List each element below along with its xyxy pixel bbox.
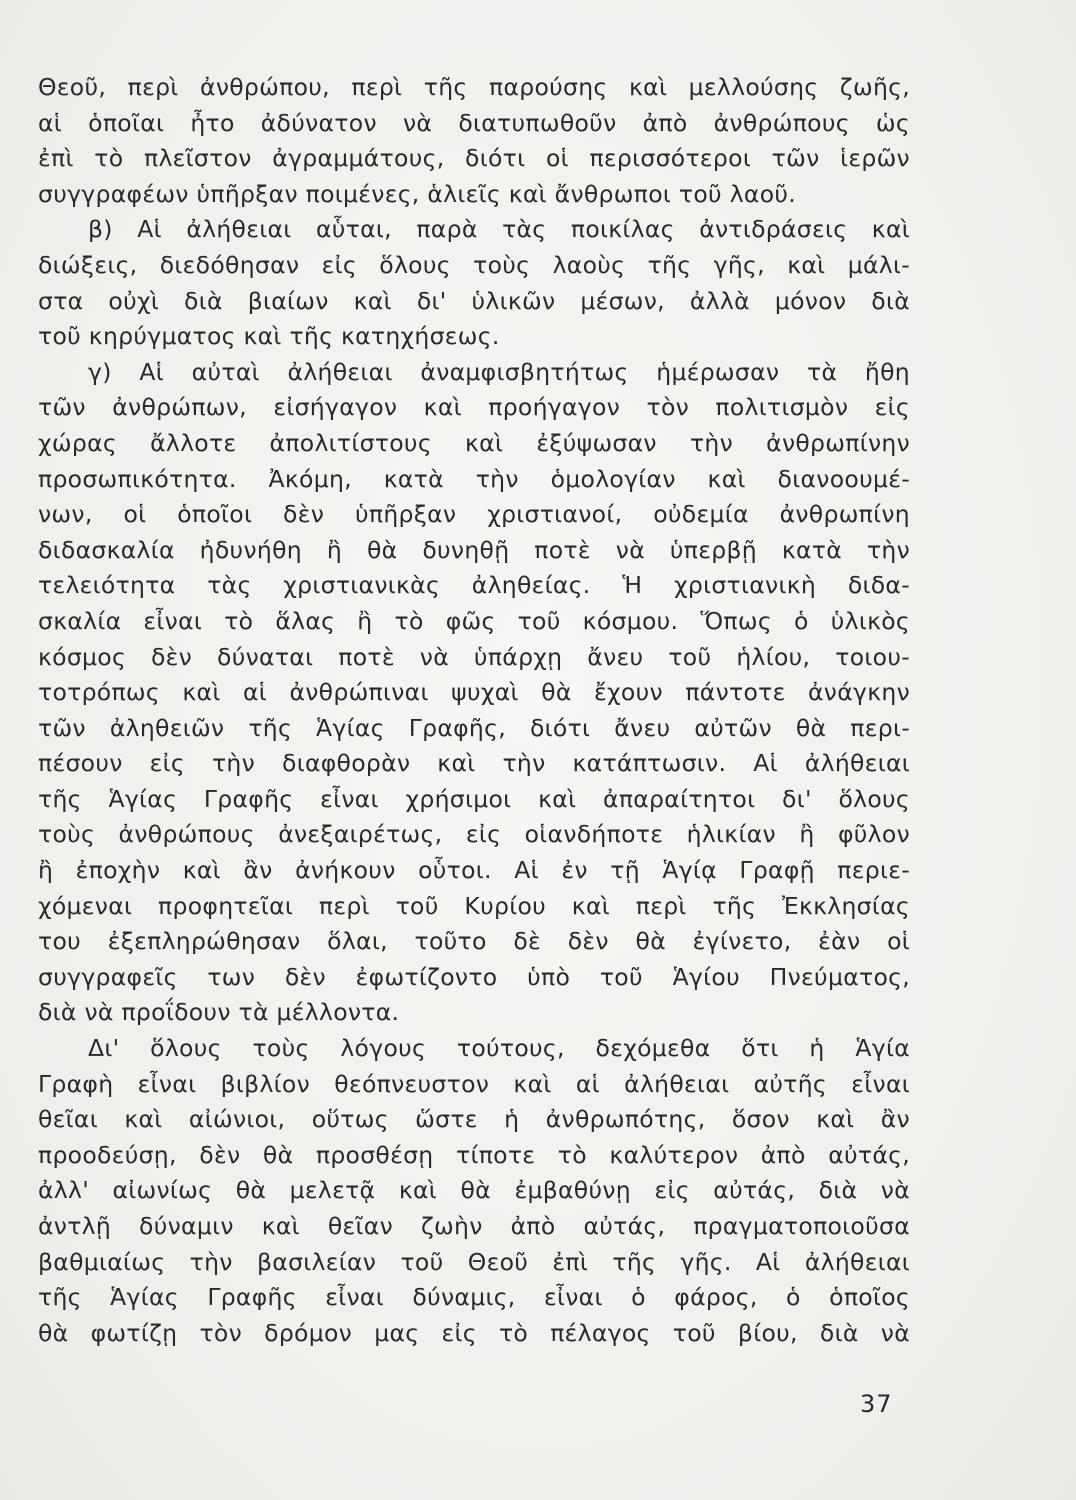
text-line: ἀντλῇ δύναμιν καὶ θεῖαν ζωὴν ἀπὸ αὐτάς, πραγματοποιοῦσα	[38, 1212, 910, 1240]
text-line: στα οὐχὶ διὰ βιαίων καὶ δι' ὑλικῶν μέσων, ἀλλὰ μόνον διὰ	[38, 286, 910, 315]
text-line: του ἐξεπληρώθησαν ὅλαι, τοῦτο δὲ δὲν θὰ ἐγίνετο, ἐὰν οἱ	[38, 927, 910, 956]
text-line: τῆς Ἁγίας Γραφῆς εἶναι δύναμις, εἶναι ὁ φάρος, ὁ ὁποῖος	[38, 1283, 910, 1312]
text-line: ἐπὶ τὸ πλεῖστον ἀγραμμάτους, διότι οἱ περισσότεροι τῶν ἱερῶν	[38, 144, 910, 173]
text-line: σκαλία εἶναι τὸ ἅλας ἢ τὸ φῶς τοῦ κόσμου. Ὅπως ὁ ὑλικὸς	[38, 606, 910, 635]
text-line: τοῦ κηρύγματος καὶ τῆς κατηχήσεως.	[38, 322, 500, 351]
text-line: τῶν ἀνθρώπων, εἰσήγαγον καὶ προήγαγον τὸν πολιτισμὸν εἰς	[38, 393, 910, 422]
text-line: συγγραφεῖς των δὲν ἐφωτίζοντο ὑπὸ τοῦ Ἁγίου Πνεύματος,	[38, 962, 910, 991]
text-line: τοὺς ἀνθρώπους ἀνεξαιρέτως, εἰς οἱανδήποτε ἡλικίαν ἢ φῦλον	[38, 820, 910, 849]
text-line: προοδεύσῃ, δὲν θὰ προσθέσῃ τίποτε τὸ καλύτερον ἀπὸ αὐτάς,	[38, 1140, 910, 1169]
paragraph-start-gamma: γ) Αἱ αὐταὶ ἀλήθειαι ἀναμφισβητήτως ἡμέρωσαν τὰ ἤθη	[88, 357, 910, 386]
text-line: συγγραφέων ὑπῆρξαν ποιμένες, ἁλιεῖς καὶ ἄνθρωποι τοῦ λαοῦ.	[38, 179, 797, 208]
text-line: προσωπικότητα. Ἀκόμη, κατὰ τὴν ὁμολογίαν καὶ διανοουμέ-	[38, 464, 910, 493]
text-line: χώρας ἄλλοτε ἀπολιτίστους καὶ ἐξύψωσαν τὴν ἀνθρωπίνην	[38, 428, 910, 457]
text-line: διὰ νὰ προΐδουν τὰ μέλλοντα.	[38, 998, 400, 1027]
text-line: βαθμιαίως τὴν βασιλείαν τοῦ Θεοῦ ἐπὶ τῆς γῆς. Αἱ ἀλήθειαι	[38, 1247, 910, 1276]
page-number: 37	[860, 1390, 893, 1418]
text-line: χόμεναι προφητεῖαι περὶ τοῦ Κυρίου καὶ περὶ τῆς Ἐκκλησίας	[38, 891, 910, 920]
paragraph-start-conclusion: Δι' ὅλους τοὺς λόγους τούτους, δεχόμεθα ὅτι ἡ Ἁγία	[88, 1034, 910, 1063]
text-line: διδασκαλία ἠδυνήθη ἢ θὰ δυνηθῇ ποτὲ νὰ ὑπερβῇ κατὰ τὴν	[38, 535, 910, 564]
text-line: τελειότητα τὰς χριστιανικὰς ἀληθείας. Ἡ χριστιανικὴ διδα-	[38, 571, 910, 600]
text-line: ἢ ἐποχὴν καὶ ἂν ἀνήκουν οὗτοι. Αἱ ἐν τῇ Ἁγίᾳ Γραφῇ περιε-	[38, 856, 910, 885]
text-line: τοτρόπως καὶ αἱ ἀνθρώπιναι ψυχαὶ θὰ ἔχουν πάντοτε ἀνάγκην	[38, 678, 910, 707]
text-line: θεῖαι καὶ αἰώνιοι, οὕτως ὥστε ἡ ἀνθρωπότης, ὅσον καὶ ἂν	[38, 1105, 910, 1134]
text-line: θὰ φωτίζῃ τὸν δρόμον μας εἰς τὸ πέλαγος τοῦ βίου, διὰ νὰ	[38, 1318, 910, 1347]
text-line: διώξεις, διεδόθησαν εἰς ὅλους τοὺς λαοὺς τῆς γῆς, καὶ μάλι-	[38, 250, 910, 279]
text-line: Θεοῦ, περὶ ἀνθρώπου, περὶ τῆς παρούσης καὶ μελλούσης ζωῆς,	[38, 73, 910, 101]
paragraph-start-beta: β) Αἱ ἀλήθειαι αὗται, παρὰ τὰς ποικίλας ἀντιδράσεις καὶ	[88, 215, 910, 244]
text-line: νων, οἱ ὁποῖοι δὲν ὑπῆρξαν χριστιανοί, οὐδεμία ἀνθρωπίνη	[38, 500, 910, 529]
text-line: κόσμος δὲν δύναται ποτὲ νὰ ὑπάρχῃ ἄνευ τοῦ ἡλίου, τοιου-	[38, 642, 910, 671]
text-line: Γραφὴ εἶναι βιβλίον θεόπνευστον καὶ αἱ ἀλήθειαι αὐτῆς εἶναι	[38, 1069, 910, 1098]
text-line: ἀλλ' αἰωνίως θὰ μελετᾷ καὶ θὰ ἐμβαθύνῃ εἰς αὐτάς, διὰ νὰ	[38, 1176, 910, 1205]
text-line: τῶν ἀληθειῶν τῆς Ἁγίας Γραφῆς, διότι ἄνευ αὐτῶν θὰ περι-	[38, 713, 910, 742]
text-line: αἱ ὁποῖαι ἦτο ἀδύνατον νὰ διατυπωθοῦν ἀπὸ ἀνθρώπους ὡς	[38, 108, 910, 137]
text-line: πέσουν εἰς τὴν διαφθορὰν καὶ τὴν κατάπτωσιν. Αἱ ἀλήθειαι	[38, 749, 910, 778]
text-line: τῆς Ἁγίας Γραφῆς εἶναι χρήσιμοι καὶ ἀπαραίτητοι δι' ὅλους	[38, 784, 910, 813]
body-text	[38, 70, 910, 1351]
